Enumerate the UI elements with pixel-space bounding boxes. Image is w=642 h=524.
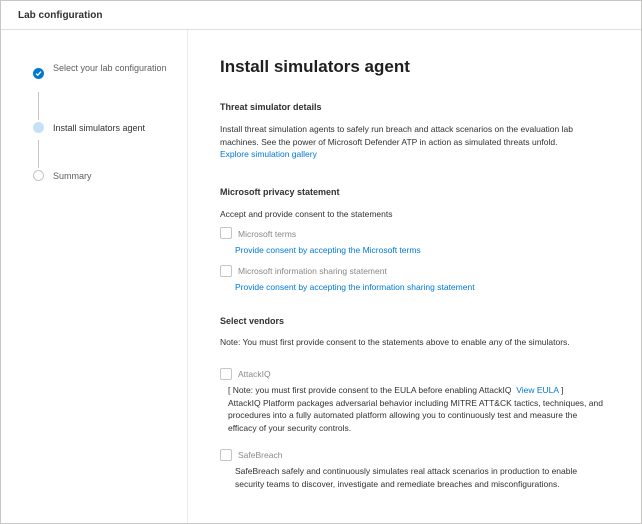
step-select-lab-configuration[interactable]: Select your lab configuration <box>53 63 167 73</box>
safebreach-description: SafeBreach safely and continuously simulates real attack scenarios in production to enable security teams to discover, investigate and remediate breaches and misconfigurations. <box>235 466 578 489</box>
step-summary[interactable]: Summary <box>53 171 92 181</box>
safebreach-label: SafeBreach <box>238 450 283 460</box>
step-completed-icon <box>33 68 44 79</box>
step-install-simulators-agent[interactable]: Install simulators agent <box>53 123 146 133</box>
wizard-steps <box>1 30 188 523</box>
attackiq-eula-note-end: ] <box>560 385 564 395</box>
vendors-note: Note: You must first provide consent to the statements above to enable any of the simulators. <box>220 337 570 347</box>
microsoft-terms-checkbox[interactable] <box>220 227 232 239</box>
information-sharing-checkbox[interactable] <box>220 265 232 277</box>
privacy-subtitle: Accept and provide consent to the statements <box>220 209 393 219</box>
step-connector <box>38 140 39 168</box>
step-current-icon <box>33 122 44 133</box>
page-title: Install simulators agent <box>220 57 410 76</box>
information-sharing-consent-link[interactable]: Provide consent by accepting the information sharing statement <box>235 282 475 292</box>
microsoft-terms-label: Microsoft terms <box>238 229 297 239</box>
information-sharing-label: Microsoft information sharing statement <box>238 266 387 276</box>
attackiq-details <box>228 384 603 434</box>
panel-header <box>1 1 641 30</box>
panel-title: Lab configuration <box>18 10 103 21</box>
attackiq-checkbox[interactable] <box>220 368 232 380</box>
microsoft-terms-consent-link[interactable]: Provide consent by accepting the Microsoft terms <box>235 245 421 255</box>
view-eula-link[interactable]: View EULA <box>516 385 559 395</box>
step-pending-icon <box>33 170 44 181</box>
threat-description <box>220 123 600 161</box>
main-content <box>220 30 620 523</box>
vendors-section-heading: Select vendors <box>220 316 285 326</box>
privacy-section-heading: Microsoft privacy statement <box>220 187 340 197</box>
safebreach-checkbox[interactable] <box>220 449 232 461</box>
threat-section-heading: Threat simulator details <box>220 102 322 112</box>
attackiq-label: AttackIQ <box>238 369 271 379</box>
step-connector <box>38 92 39 120</box>
threat-description-text: Install threat simulation agents to safely run breach and attack scenarios on the evaluation lab machines. See the power of Microsoft Defender ATP in action as simulated threats unfold. <box>220 124 573 147</box>
attackiq-eula-note: [ Note: you must first provide consent to the EULA before enabling AttackIQ <box>228 385 512 395</box>
explore-simulation-gallery-link[interactable]: Explore simulation gallery <box>220 149 317 159</box>
attackiq-description: AttackIQ Platform packages adversarial behavior including MITRE ATT&CK tactics, techniques, and procedures into a fully automated platform allowing you to continuously test and measure the efficacy of your security controls. <box>228 397 603 433</box>
